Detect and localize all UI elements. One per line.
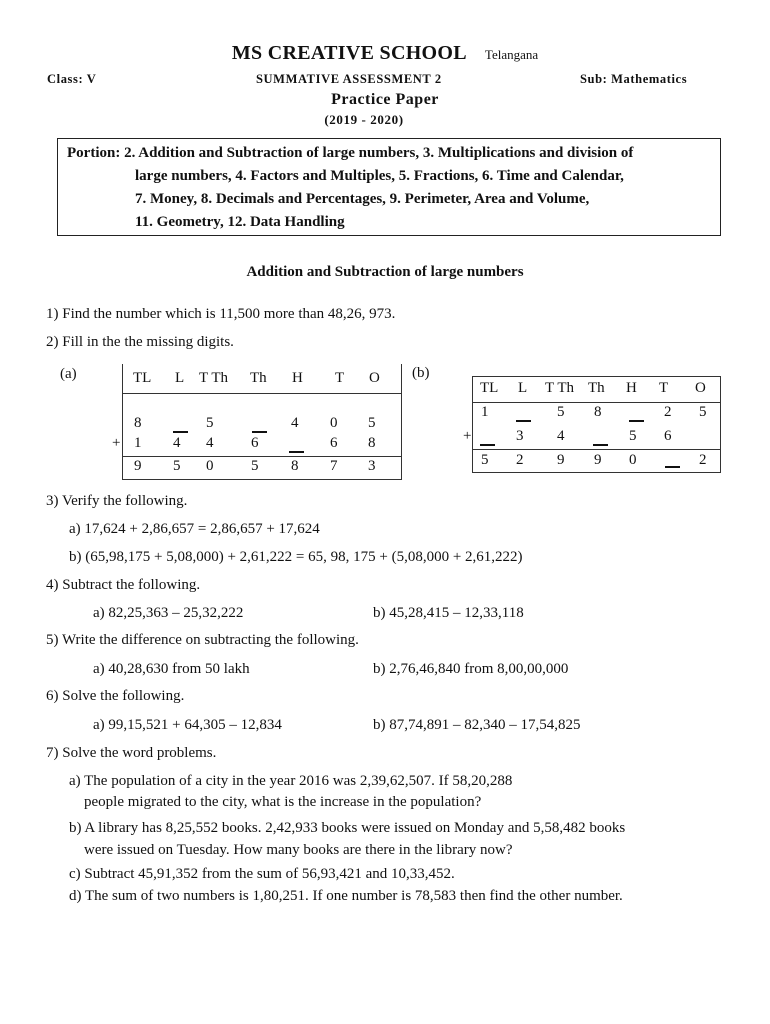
digit-cell: 7 [330,458,338,474]
digit-cell: 2 [699,452,707,468]
digit-cell: 5 [629,428,637,444]
digit-cell: 8 [368,435,376,451]
missing-digit-blank [516,420,531,422]
missing-digit-blank [593,444,608,446]
plus-sign: + [463,428,472,444]
header-cell: TL [133,370,152,386]
digit-cell: 9 [134,458,142,474]
question-7a-cont: people migrated to the city, what is the increase in the population? [84,794,482,810]
digit-cell: 3 [516,428,524,444]
header-cell: T [659,380,669,396]
header-cell: Th [588,380,605,396]
question-7a: a) The population of a city in the year 2016 was 2,39,62,507. If 58,20,288 [69,773,513,789]
header-cell: H [292,370,303,386]
missing-digit-blank [173,431,188,433]
missing-digit-blank [665,466,680,468]
question-7d: d) The sum of two numbers is 1,80,251. If one number is 78,583 then find the other number. [69,888,623,904]
digit-cell: 8 [291,458,299,474]
header-cell: O [695,380,706,396]
missing-digit-blank [480,444,495,446]
question-5a: a) 40,28,630 from 50 lakh [93,661,250,677]
question-3a: a) 17,624 + 2,86,657 = 2,86,657 + 17,624 [69,521,320,537]
digit-cell: 5 [251,458,259,474]
digit-cell: 2 [664,404,672,420]
digit-cell: 5 [173,458,181,474]
assessment-label: SUMMATIVE ASSESSMENT 2 [256,72,442,86]
question-5b: b) 2,76,46,840 from 8,00,00,000 [373,661,569,677]
header-cell: T Th [545,380,575,396]
portion-line: 7. Money, 8. Decimals and Percentages, 9. Perimeter, Area and Volume, [135,191,590,207]
state-name: Telangana [484,47,539,62]
digit-cell: 3 [368,458,376,474]
part-a-label: (a) [60,366,77,382]
header-cell: L [175,370,185,386]
digit-cell: 6 [251,435,259,451]
question-6: 6) Solve the following. [46,688,185,704]
digit-cell: 4 [206,435,214,451]
portion-line: 11. Geometry, 12. Data Handling [135,214,345,230]
class-label: Class: V [47,72,97,86]
digit-cell: 9 [594,452,602,468]
question-3: 3) Verify the following. [46,493,188,509]
header-cell: L [518,380,528,396]
question-7b-cont: were issued on Tuesday. How many books are there in the library now? [84,842,513,858]
digit-cell: 1 [481,404,489,420]
question-7c: c) Subtract 45,91,352 from the sum of 56,93,421 and 10,33,452. [69,866,455,882]
header-cell: T [335,370,345,386]
digit-cell: 6 [330,435,338,451]
header-cell: H [626,380,637,396]
digit-cell: 4 [291,415,299,431]
digit-cell: 1 [134,435,142,451]
plus-sign: + [112,435,121,451]
digit-cell: 8 [594,404,602,420]
question-6b: b) 87,74,891 – 82,340 – 17,54,825 [373,717,581,733]
header-cell: Th [250,370,267,386]
question-2: 2) Fill in the the missing digits. [46,334,234,350]
digit-cell: 0 [330,415,338,431]
missing-digit-blank [252,431,267,433]
part-b-label: (b) [412,365,430,381]
question-1: 1) Find the number which is 11,500 more than 48,26, 973. [46,306,396,322]
portion-line: large numbers, 4. Factors and Multiples, 5. Fractions, 6. Time and Calendar, [135,168,624,184]
academic-year: (2019 - 2020) [324,112,404,127]
missing-digit-blank [629,420,644,422]
digit-cell: 2 [516,452,524,468]
portion-line: Portion: 2. Addition and Subtraction of large numbers, 3. Multiplications and division of [67,145,634,161]
missing-digit-blank [289,451,304,453]
digit-cell: 8 [134,415,142,431]
question-7b: b) A library has 8,25,552 books. 2,42,933 books were issued on Monday and 5,58,482 books [69,820,626,836]
question-7: 7) Solve the word problems. [46,745,217,761]
digit-cell: 4 [173,435,181,451]
subject-label: Sub: Mathematics [580,72,688,86]
question-5: 5) Write the difference on subtracting the following. [46,632,359,648]
question-6a: a) 99,15,521 + 64,305 – 12,834 [93,717,282,733]
digit-cell: 5 [206,415,214,431]
section-title: Addition and Subtraction of large numbers [246,264,524,280]
digit-cell: 5 [699,404,707,420]
paper-title: Practice Paper [331,91,439,108]
school-name: MS CREATIVE SCHOOL [231,42,467,64]
school-header [0,42,770,65]
header-cell: T Th [199,370,229,386]
digit-cell: 9 [557,452,565,468]
question-4a: a) 82,25,363 – 25,32,222 [93,605,244,621]
digit-cell: 0 [206,458,214,474]
digit-cell: 0 [629,452,637,468]
portion-box [57,138,721,236]
digit-cell: 6 [664,428,672,444]
question-3b: b) (65,98,175 + 5,08,000) + 2,61,222 = 65, 98, 175 + (5,08,000 + 2,61,222) [69,549,523,565]
digit-cell: 4 [557,428,565,444]
question-4b: b) 45,28,415 – 12,33,118 [373,605,524,621]
header-cell: O [369,370,380,386]
header-cell: TL [480,380,499,396]
digit-cell: 5 [368,415,376,431]
digit-cell: 5 [557,404,565,420]
question-4: 4) Subtract the following. [46,577,201,593]
digit-cell: 5 [481,452,489,468]
